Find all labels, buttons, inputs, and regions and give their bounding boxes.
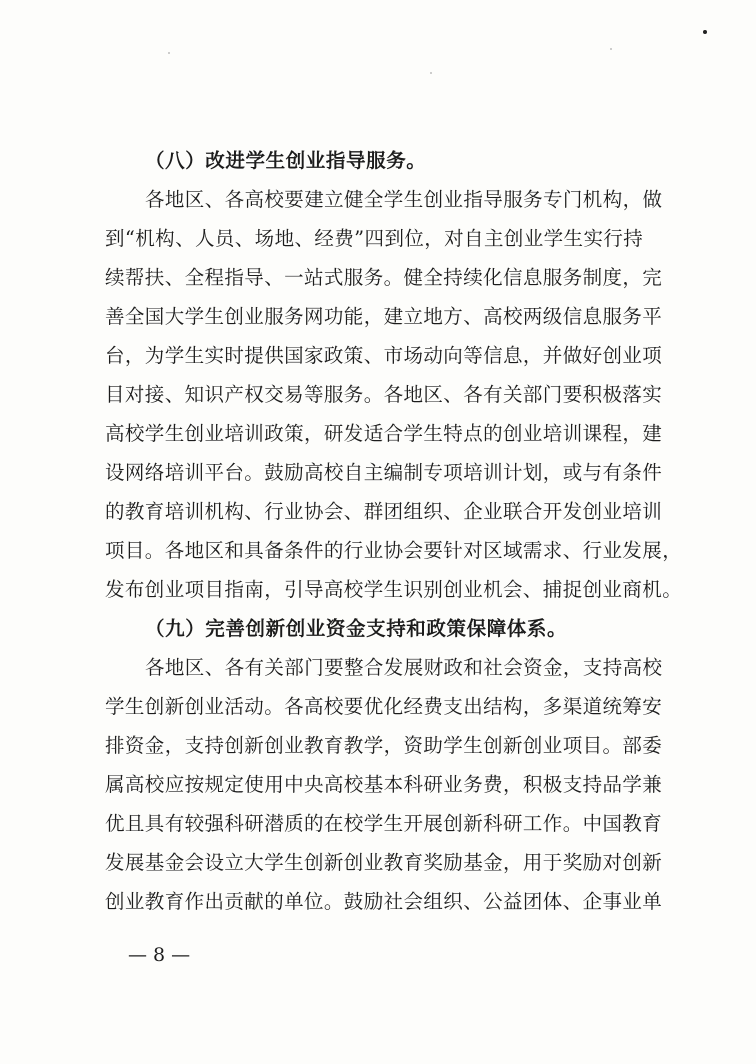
scan-dot <box>703 30 707 34</box>
paragraph-line: 的教育培训机构、行业协会、群团组织、企业联合开发创业培训 <box>105 500 663 523</box>
paragraph-line: 续帮扶、全程指导、一站式服务。健全持续化信息服务制度，完 <box>105 266 663 289</box>
scan-speck <box>610 48 612 50</box>
paragraph-line: 排资金，支持创新创业教育教学，资助学生创新创业项目。部委 <box>105 734 663 757</box>
paragraph-line: 台，为学生实时提供国家政策、市场动向等信息，并做好创业项 <box>105 344 663 367</box>
document-body <box>105 141 683 921</box>
scan-speck <box>430 72 432 74</box>
page-number: — 8 — <box>128 944 191 966</box>
paragraph-line: 善全国大学生创业服务网功能，建立地方、高校两级信息服务平 <box>105 305 663 328</box>
paragraph-line: 学生创新创业活动。各高校要优化经费支出结构，多渠道统筹安 <box>105 695 663 718</box>
paragraph-line: 各地区、各有关部门要整合发展财政和社会资金，支持高校 <box>145 656 663 679</box>
paragraph-line: 发布创业项目指南，引导高校学生识别创业机会、捕捉创业商机。 <box>105 578 683 601</box>
paragraph-line: 到“机构、人员、场地、经费”四到位，对自主创业学生实行持 <box>105 227 644 250</box>
paragraph-line: 属高校应按规定使用中央高校基本科研业务费，积极支持品学兼 <box>105 773 663 796</box>
paragraph-line: 发展基金会设立大学生创新创业教育奖励基金，用于奖励对创新 <box>105 851 663 874</box>
section-8-heading: （八）改进学生创业指导服务。 <box>145 149 427 172</box>
paragraph-line: 高校学生创业培训政策，研发适合学生特点的创业培训课程，建 <box>105 422 663 445</box>
paragraph-line: 创业教育作出贡献的单位。鼓励社会组织、公益团体、企事业单 <box>105 890 663 913</box>
paragraph-line: 项目。各地区和具备条件的行业协会要针对区域需求、行业发展， <box>105 539 683 562</box>
scan-speck <box>168 52 170 54</box>
paragraph-line: 各地区、各高校要建立健全学生创业指导服务专门机构，做 <box>145 188 663 211</box>
section-9-heading: （九）完善创新创业资金支持和政策保障体系。 <box>145 617 568 640</box>
paragraph-line: 优且具有较强科研潜质的在校学生开展创新科研工作。中国教育 <box>105 812 663 835</box>
paragraph-line: 设网络培训平台。鼓励高校自主编制专项培训计划，或与有条件 <box>105 461 663 484</box>
paragraph-line: 目对接、知识产权交易等服务。各地区、各有关部门要积极落实 <box>105 383 663 406</box>
